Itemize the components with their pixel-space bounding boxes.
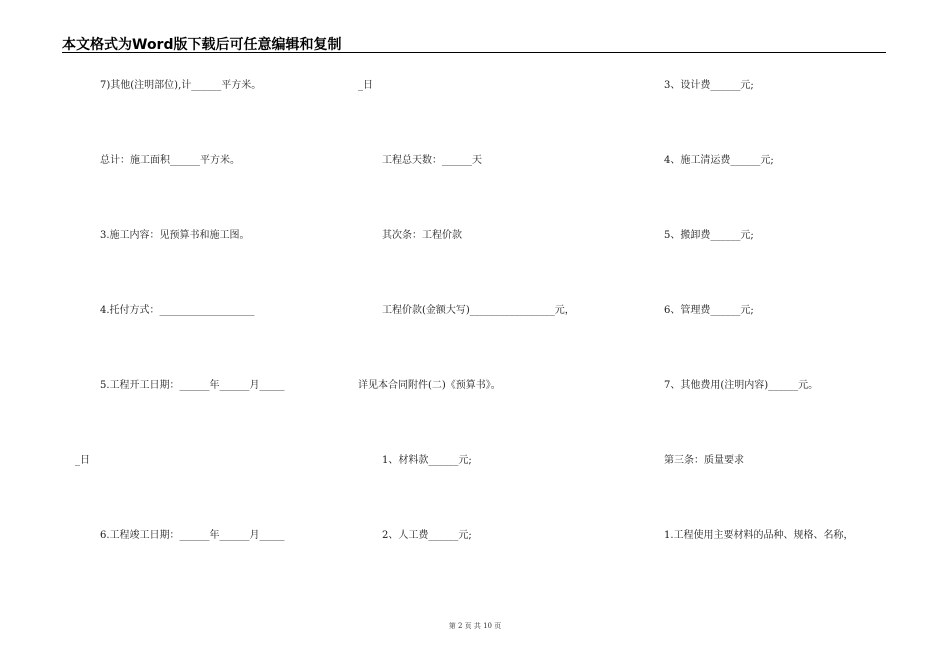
right-line-5: 7、其他费用(注明内容)______元。 <box>664 380 819 391</box>
document-header-title: 本文格式为Word版下载后可任意编辑和复制 <box>62 37 342 53</box>
right-line-4: 6、管理费______元; <box>664 305 754 316</box>
header-divider <box>62 52 886 53</box>
middle-line-3: 其次条：工程价款 <box>382 230 462 241</box>
left-line-5: 5.工程开工日期：______年______月_____ <box>100 380 285 391</box>
right-line-2: 4、施工清运费______元; <box>664 155 774 166</box>
right-line-1: 3、设计费______元; <box>664 80 754 91</box>
right-line-7: 1.工程使用主要材料的品种、规格、名称， <box>664 530 854 541</box>
middle-line-2: 工程总天数：______天 <box>382 155 482 166</box>
page-number: 第 2 页 共 10 页 <box>448 622 502 630</box>
left-line-3: 3.施工内容：见预算书和施工图。 <box>100 230 250 241</box>
left-line-2: 总计：施工面积______平方米。 <box>100 155 240 166</box>
left-line-6: _日 <box>75 455 90 466</box>
right-line-6: 第三条：质量要求 <box>664 455 744 466</box>
right-line-3: 5、搬卸费______元; <box>664 230 754 241</box>
left-line-1: 7)其他(注明部位),计______平方米。 <box>100 80 262 91</box>
middle-line-6: 1、材料款______元; <box>382 455 472 466</box>
middle-line-1: _日 <box>358 80 373 91</box>
middle-line-4: 工程价款(金额大写)_________________元， <box>382 305 575 316</box>
left-line-4: 4.托付方式：___________________ <box>100 305 255 316</box>
left-line-7: 6.工程竣工日期：______年______月_____ <box>100 530 285 541</box>
middle-line-7: 2、人工费______元; <box>382 530 472 541</box>
middle-line-5: 详见本合同附件(二)《预算书》。 <box>358 380 501 391</box>
